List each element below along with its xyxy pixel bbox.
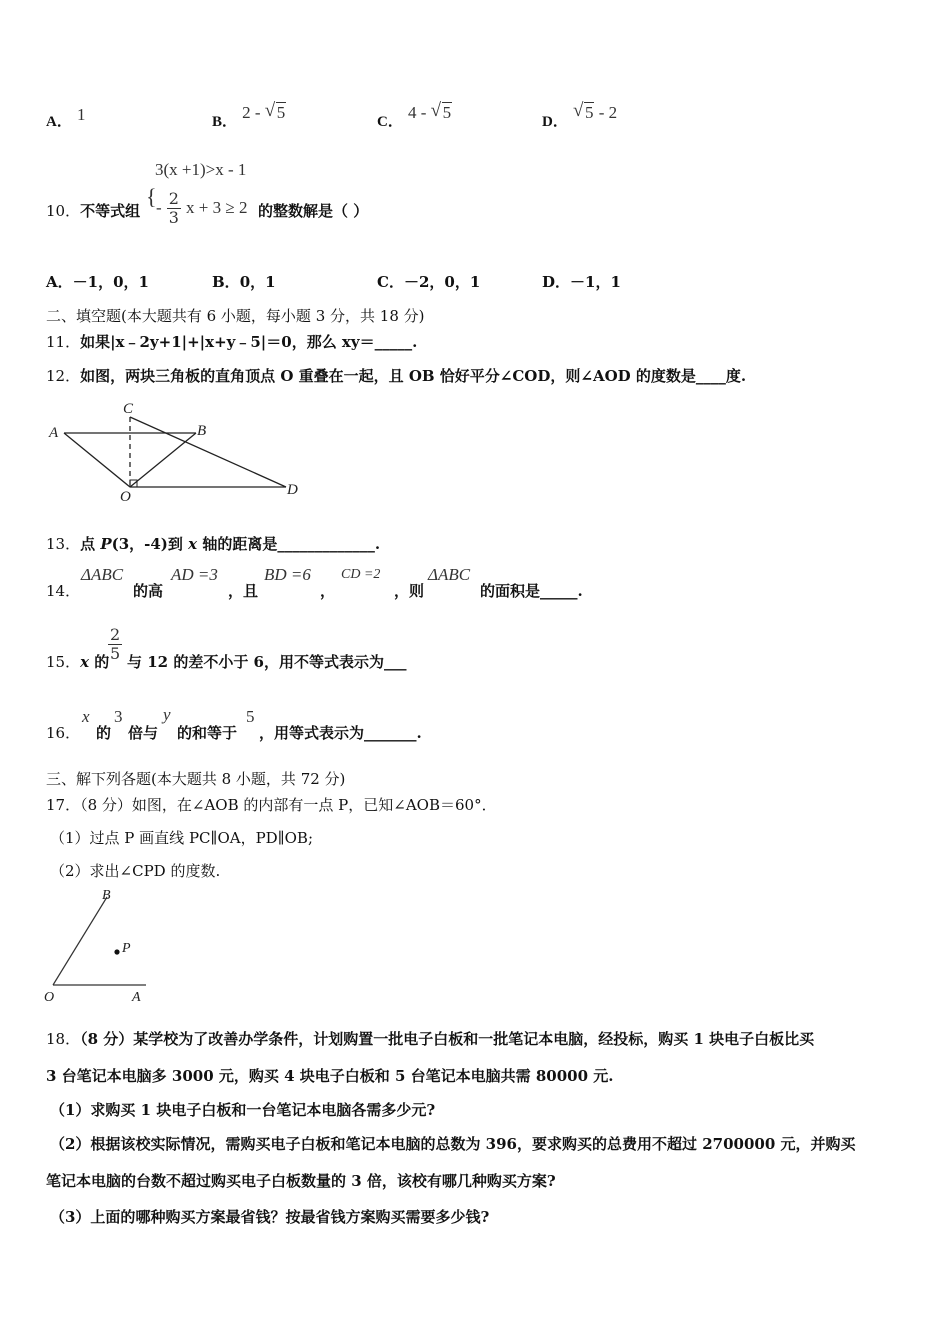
q13-pre: 点 — [80, 535, 101, 553]
q13-point: P — [100, 535, 112, 553]
q14-ad: AD =3 — [171, 565, 218, 584]
q17-figure — [42, 884, 152, 1006]
q9-option-d — [542, 100, 618, 131]
q15-frac-den: 5 — [110, 644, 121, 663]
q12-segment-bo — [130, 433, 196, 487]
q9-b-rad: 5 — [276, 103, 286, 122]
q16-x: x — [82, 707, 90, 726]
q9-d-post: - 2 — [598, 103, 618, 122]
q12-label-d: D — [287, 482, 298, 498]
q18-part2a: （2）根据该校实际情况，需购买电子白板和笔记本电脑的总数为 396，要求购买的总费用不超过 2700000 元，并购买 — [50, 1135, 856, 1153]
q10-ineq2-rest: x + 3 ≥ 2 — [186, 198, 248, 217]
q10-inequality-1: 3(x +1)>x - 1 — [155, 160, 247, 179]
q10-ineq2-fraction — [167, 190, 181, 227]
q9-option-a-label: A． — [46, 114, 72, 130]
section3-header: 三、解下列各题(本大题共 8 小题，共 72 分) — [46, 770, 346, 788]
q12 — [46, 365, 746, 386]
q10-option-b-label: B． — [212, 273, 240, 291]
q11 — [46, 331, 417, 352]
q14-text-2: ，且 — [228, 582, 259, 600]
q15-frac-inner — [108, 626, 122, 663]
q15-x: x — [80, 653, 90, 671]
q14-number: 14． — [46, 582, 81, 600]
q9-option-c-label: C． — [377, 114, 403, 130]
q9-option-a-value: 1 — [76, 105, 86, 124]
q17-point-p — [114, 949, 119, 954]
q16-y: y — [163, 705, 171, 724]
q9-option-c — [377, 100, 452, 131]
q15-number: 15． — [46, 653, 81, 671]
q9-option-d-label: D． — [542, 114, 568, 130]
q12-text: 如图，两块三角板的直角顶点 O 重叠在一起，且 OB 恰好平分∠COD，则∠AOD 的度数是____度. — [80, 367, 747, 385]
q18-number: 18． — [46, 1030, 81, 1048]
q10-option-d — [542, 271, 621, 292]
q12-figure — [44, 398, 306, 502]
q14-text-3: ， — [320, 582, 336, 600]
q16-five: 5 — [246, 707, 255, 726]
q10-option-c-text: －2，0，1 — [403, 273, 481, 291]
q9-c-rad: 5 — [442, 103, 452, 122]
q13-axis: x — [188, 535, 198, 553]
q10-option-d-text: －1，1 — [570, 273, 621, 291]
q17-stem-text: （8 分）如图，在∠AOB 的内部有一点 P，已知∠AOB＝60°． — [80, 796, 497, 814]
q15-text-2: 与 12 的差不小于 6，用不等式表示为___ — [127, 653, 407, 671]
q17-part2: （2）求出∠CPD 的度数. — [50, 862, 221, 880]
q18-part3: （3）上面的哪种购买方案最省钱？按最省钱方案购买需要多少钱? — [50, 1208, 490, 1226]
q14-triangle-1: ΔABC — [81, 565, 124, 584]
q12-number: 12． — [46, 367, 81, 385]
q17-label-b: B — [102, 888, 111, 903]
q10-ineq2-sign: - — [156, 198, 162, 217]
q18-line1 — [46, 1028, 814, 1049]
q14-bd: BD =6 — [264, 565, 311, 584]
q14-triangle-2: ΔABC — [428, 565, 471, 584]
q9-d-rad: 5 — [584, 103, 594, 122]
q9-option-c-value — [407, 100, 452, 122]
q9-option-b-value — [242, 100, 286, 122]
q13-mid: (3，-4)到 — [111, 535, 189, 553]
q17-part1: （1）过点 P 画直线 PC∥OA，PD∥OB; — [50, 829, 313, 847]
q9-d-sqrt: √ 5 — [572, 100, 594, 122]
q17-number: 17． — [46, 796, 81, 814]
section2-header: 二、填空题(本大题共有 6 小题，每小题 3 分，共 18 分) — [46, 307, 425, 325]
q17-label-p: P — [122, 941, 131, 956]
q16-text-1: 的 — [96, 724, 112, 742]
q14-text-4: ，则 — [394, 582, 425, 600]
q10-ineq2-num: 2 — [168, 189, 179, 208]
q17-label-a: A — [132, 990, 141, 1005]
q10-ineq2-den: 3 — [168, 208, 179, 227]
q16-text-4: ，用等式表示为_______. — [259, 724, 422, 742]
q10-option-c-label: C． — [377, 273, 404, 291]
q10-inequality-2 — [156, 190, 247, 227]
q18-line1-text: （8 分）某学校为了改善办学条件，计划购置一批电子白板和一批笔记本电脑，经投标，购买 1 块电子白板比买 — [80, 1030, 815, 1048]
q16-text-3: 的和等于 — [177, 724, 238, 742]
q13-post: 轴的距离是_____________. — [197, 535, 381, 553]
q16-number: 16． — [46, 724, 81, 742]
q13 — [46, 533, 380, 554]
q10-option-a-label: A． — [46, 273, 73, 291]
q10-option-c — [377, 271, 480, 292]
q10-option-b-text: 0，1 — [239, 273, 276, 291]
q10-number: 10． — [46, 202, 81, 220]
q10-option-a — [46, 271, 149, 292]
q15 — [46, 651, 109, 672]
q14-text-5: 的面积是_____. — [480, 582, 583, 600]
q14-cd: CD =2 — [341, 567, 381, 582]
q15-fraction — [108, 626, 122, 663]
q12-label-a: A — [49, 425, 59, 441]
q12-segment-ao — [64, 433, 130, 487]
q9-option-d-value — [572, 100, 618, 122]
q12-segment-cd — [130, 417, 286, 487]
q16-text-2: 倍与 — [128, 724, 159, 742]
q11-text: 如果|x﹣2y+1|+|x+y﹣5|＝0，那么 xy＝_____. — [80, 333, 418, 351]
q15-frac-num: 2 — [110, 625, 121, 644]
q11-number: 11． — [46, 333, 81, 351]
q10-prefix — [46, 200, 140, 221]
q9-b-pre: 2 - — [242, 103, 261, 122]
q9-option-b — [212, 100, 286, 131]
q18-part2b: 笔记本电脑的台数不超过购买电子白板数量的 3 倍，该校有哪几种购买方案? — [46, 1172, 556, 1190]
q9-b-sqrt: √ 5 — [264, 100, 286, 122]
q17-ray-ob — [53, 897, 107, 985]
q10-option-d-label: D． — [542, 273, 571, 291]
q9-c-sqrt: √ 5 — [430, 100, 452, 122]
q10-option-b — [212, 271, 276, 292]
q17-stem — [46, 794, 497, 815]
q9-c-pre: 4 - — [407, 103, 427, 122]
q10-suffix: 的整数解是（ ） — [258, 202, 369, 220]
q12-label-b: B — [197, 423, 207, 439]
q10-brace: { — [146, 184, 157, 209]
q12-label-o: O — [120, 489, 131, 502]
q12-label-c: C — [123, 401, 134, 417]
q17-label-o: O — [44, 990, 55, 1005]
q10-prefix-text: 不等式组 — [80, 202, 141, 220]
q16-three: 3 — [114, 707, 123, 726]
q14-text-1: 的高 — [133, 582, 164, 600]
q18-line2: 3 台笔记本电脑多 3000 元，购买 4 块电子白板和 5 台笔记本电脑共需 80000 元. — [46, 1067, 614, 1085]
q18-part1: （1）求购买 1 块电子白板和一台笔记本电脑各需多少元? — [50, 1101, 436, 1119]
q13-number: 13． — [46, 535, 81, 553]
q9-option-b-label: B． — [212, 114, 238, 130]
q9-option-a — [46, 105, 86, 131]
q10-option-a-text: －1，0，1 — [72, 273, 149, 291]
q15-text-1: 的 — [89, 653, 110, 671]
